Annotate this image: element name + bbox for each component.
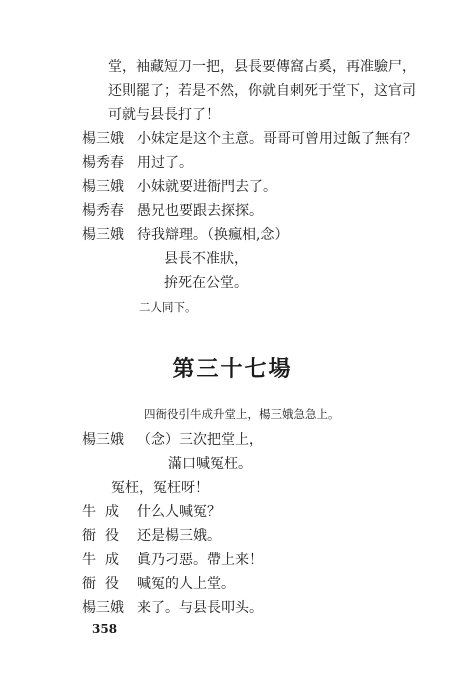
dialogue-line: 待我辯理。（换瘋相,念）: [137, 227, 289, 243]
speaker-name: 牛成: [82, 504, 128, 520]
dialogue-line: 喊冤的人上堂。: [137, 576, 235, 592]
speaker-name: 衙役: [82, 576, 128, 592]
page-number: 358: [92, 622, 118, 636]
dialogue-line: （念）三次把堂上，: [137, 432, 263, 448]
verse-line: 滿口喊冤枉。: [168, 456, 252, 472]
verse-line: 拚死在公堂。: [164, 275, 248, 291]
speaker-name: 楊三娥: [82, 227, 124, 243]
text-line: 还則罷了；若是不然，你就自刺死于堂下，这官司: [108, 83, 416, 99]
verse-line: 县長不准狀，: [164, 251, 248, 267]
speaker-name: 楊秀春: [82, 203, 124, 219]
speaker-name: 衙役: [82, 528, 128, 544]
dialogue-line: 愚兄也要跟去探探。: [137, 203, 263, 219]
dialogue-line: 小妹定是这个主意。哥哥可曾用过飯了無有？: [137, 131, 417, 147]
dialogue-line: 小妹就要进衙門去了。: [137, 179, 277, 195]
speaker-name: 牛成: [82, 552, 128, 568]
speaker-name: 楊三娥: [82, 600, 124, 616]
speaker-name: 楊三娥: [82, 432, 124, 448]
dialogue-line: 什么人喊冤？: [137, 504, 221, 520]
speaker-name: 楊三娥: [82, 179, 124, 195]
dialogue-line: 用过了。: [137, 155, 193, 171]
text-line: 可就与县長打了！: [108, 107, 220, 123]
dialogue-line: 来了。与县長叩头。: [137, 600, 263, 616]
stage-direction: 四衙役引牛成升堂上，楊三娥急急上。: [144, 407, 340, 421]
stage-direction: 二人同下。: [139, 300, 197, 314]
scene-title: 第三十七場: [172, 356, 293, 382]
text-line: 堂，袖藏短刀一把，县長要傳窩占奚，再准驗尸，: [108, 59, 416, 75]
dialogue-line: 还是楊三娥。: [137, 528, 221, 544]
verse-line: 冤枉，冤枉呀！: [111, 480, 209, 496]
dialogue-line: 眞乃刁惡。帶上来！: [137, 552, 263, 568]
speaker-name: 楊秀春: [82, 155, 124, 171]
speaker-name: 楊三娥: [82, 131, 124, 147]
